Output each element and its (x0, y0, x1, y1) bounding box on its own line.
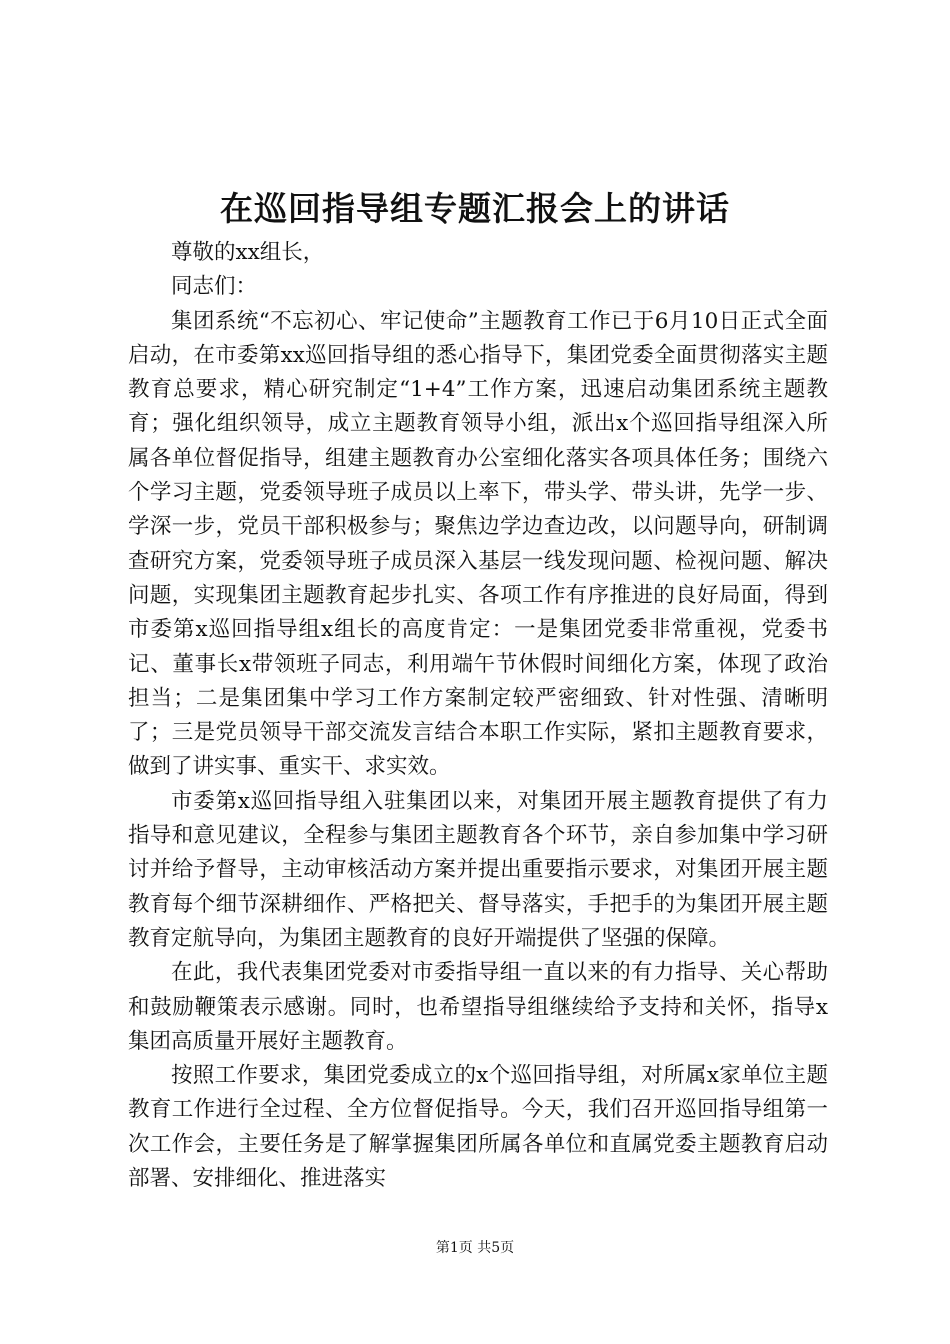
body-paragraph: 按照工作要求，集团党委成立的x个巡回指导组，对所属x家单位主题教育工作进行全过程、全方位督促指导。今天，我们召开巡回指导组第一次工作会，主要任务是了解掌握集团所属各单位和直属党委主题教育启动部署、安排细化、推进落实 (128, 1063, 828, 1192)
document-title: 在巡回指导组专题汇报会上的讲话 (220, 189, 730, 228)
page-number-footer: 第1页 共5页 (435, 1240, 515, 1256)
body-paragraph: 在此，我代表集团党委对市委指导组一直以来的有力指导、关心帮助和鼓励鞭策表示感谢。同时，也希望指导组继续给予支持和关怀，指导x集团高质量开展好主题教育。 (128, 960, 828, 1054)
document-body (128, 236, 828, 1196)
salutation-line: 同志们： (171, 274, 258, 300)
salutation-line: 尊敬的xx组长， (171, 240, 325, 265)
body-paragraph: 集团系统“不忘初心、牢记使命”主题教育工作已于6月10日正式全面启动，在市委第xx巡回指导组的悉心指导下，集团党委全面贯彻落实主题教育总要求，精心研究制定“1+4”工作方案，迅速启动集团系统主题教育；强化组织领导，成立主题教育领导小组，派出x个巡回指导组深入所属各单位督促指导，组建主题教育办公室细化落实各项具体任务；围绕六个学习主题，党委领导班子成员以上率下，带头学、带头讲，先学一步、学深一步，党员干部积极参与；聚焦边学边查边改，以问题导向，研制调查研究方案，党委领导班子成员深入基层一线发现问题、检视问题、解决问题，实现集团主题教育起步扎实、各项工作有序推进的良好局面，得到市委第x巡回指导组x组长的高度肯定：一是集团党委非常重视，党委书记、董事长x带领班子同志，利用端午节休假时间细化方案，体现了政治担当；二是集团集中学习工作方案制定较严密细致、针对性强、清晰明了；三是党员领导干部交流发言结合本职工作实际，紧扣主题教育要求，做到了讲实事、重实干、求实效。 (128, 308, 828, 780)
body-paragraph: 市委第x巡回指导组入驻集团以来，对集团开展主题教育提供了有力指导和意见建议，全程参与集团主题教育各个环节，亲自参加集中学习研讨并给予督导，主动审核活动方案并提出重要指示要求，对集团开展主题教育每个细节深耕细作、严格把关、督导落实，手把手的为集团开展主题教育定航导向，为集团主题教育的良好开端提供了坚强的保障。 (128, 788, 828, 951)
